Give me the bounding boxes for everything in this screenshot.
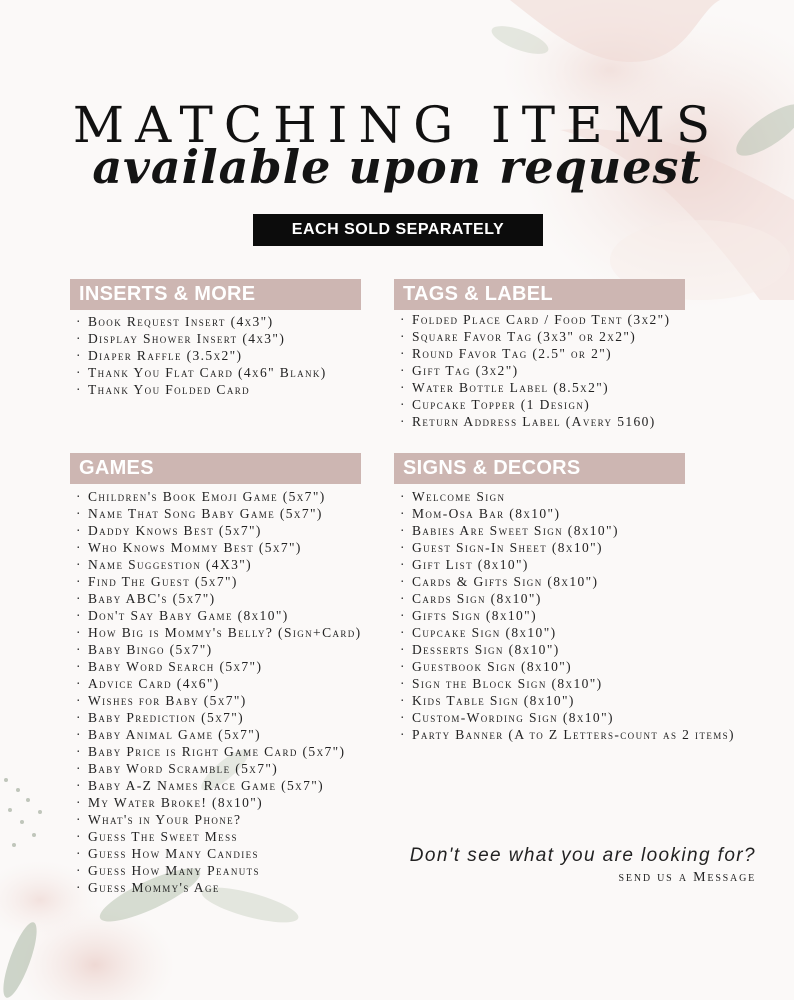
list-item: · Guest Sign-In Sheet (8x10") — [400, 539, 685, 556]
list-item: · Guess How Many Peanuts — [76, 862, 361, 879]
list-item: · Desserts Sign (8x10") — [400, 641, 685, 658]
list-item: · Baby Word Scramble (5x7") — [76, 760, 361, 777]
list-item: · Who Knows Mommy Best (5x7") — [76, 539, 361, 556]
section-heading: SIGNS & DECORS — [394, 453, 685, 484]
list-item: · Diaper Raffle (3.5x2") — [76, 347, 361, 364]
list-item: · Cards & Gifts Sign (8x10") — [400, 573, 685, 590]
list-item: · Display Shower Insert (4x3") — [76, 330, 361, 347]
section-tags — [394, 279, 685, 430]
page-title: MATCHING ITEMS — [72, 96, 722, 154]
list-item: · Thank You Flat Card (4x6" Blank) — [76, 364, 361, 381]
list-item: · Baby Bingo (5x7") — [76, 641, 361, 658]
list-item: · Book Request Insert (4x3") — [76, 313, 361, 330]
section-signs — [394, 453, 735, 743]
item-list — [394, 488, 735, 743]
section-inserts — [70, 279, 361, 398]
section-games — [70, 453, 361, 896]
list-item: · Water Bottle Label (8.5x2") — [400, 379, 685, 396]
script-subtitle: available upon request — [92, 140, 702, 194]
contact-callout — [410, 845, 756, 886]
list-item: · Babies Are Sweet Sign (8x10") — [400, 522, 685, 539]
list-item: · Baby Animal Game (5x7") — [76, 726, 361, 743]
list-item: · Wishes for Baby (5x7") — [76, 692, 361, 709]
section-heading: GAMES — [70, 453, 361, 484]
list-item: · Folded Place Card / Food Tent (3x2") — [400, 311, 685, 328]
list-item: · Name That Song Baby Game (5x7") — [76, 505, 361, 522]
list-item: · Cards Sign (8x10") — [400, 590, 685, 607]
item-list — [394, 311, 685, 430]
list-item: · Gift Tag (3x2") — [400, 362, 685, 379]
callout-question: Don't see what you are looking for? — [409, 845, 756, 866]
send-message-text: send us a Message — [618, 870, 756, 885]
list-item: · Advice Card (4x6") — [76, 675, 361, 692]
item-list — [70, 313, 361, 398]
list-item: · Cupcake Topper (1 Design) — [400, 396, 685, 413]
list-item: · Baby Word Search (5x7") — [76, 658, 361, 675]
section-heading: INSERTS & MORE — [70, 279, 361, 310]
list-item: · Baby A-Z Names Race Game (5x7") — [76, 777, 361, 794]
list-item: · Baby Price is Right Game Card (5x7") — [76, 743, 361, 760]
list-item: · Guess The Sweet Mess — [76, 828, 361, 845]
list-item: · Welcome Sign — [400, 488, 685, 505]
list-item: · Custom-Wording Sign (8x10") — [400, 709, 685, 726]
list-item: · Children's Book Emoji Game (5x7") — [76, 488, 361, 505]
list-item: · My Water Broke! (8x10") — [76, 794, 361, 811]
list-item: · Thank You Folded Card — [76, 381, 361, 398]
list-item: · Mom-Osa Bar (8x10") — [400, 505, 685, 522]
sold-separately-badge: EACH SOLD SEPARATELY — [253, 214, 543, 246]
list-item: · Gift List (8x10") — [400, 556, 685, 573]
list-item: · Daddy Knows Best (5x7") — [76, 522, 361, 539]
list-item: · Round Favor Tag (2.5" or 2") — [400, 345, 685, 362]
list-item: · Party Banner (A to Z Letters-count as 2 items) — [400, 726, 685, 743]
section-heading: TAGS & LABEL — [394, 279, 685, 310]
list-item: · Kids Table Sign (8x10") — [400, 692, 685, 709]
list-item: · Find The Guest (5x7") — [76, 573, 361, 590]
list-item: · Return Address Label (Avery 5160) — [400, 413, 685, 430]
list-item: · Guess Mommy's Age — [76, 879, 361, 896]
item-list — [70, 488, 361, 896]
list-item: · Gifts Sign (8x10") — [400, 607, 685, 624]
list-item: · What's in Your Phone? — [76, 811, 361, 828]
list-item: · Sign the Block Sign (8x10") — [400, 675, 685, 692]
list-item: · How Big is Mommy's Belly? (Sign+Card) — [76, 624, 361, 641]
list-item: · Guestbook Sign (8x10") — [400, 658, 685, 675]
list-item: · Square Favor Tag (3x3" or 2x2") — [400, 328, 685, 345]
list-item: · Name Suggestion (4X3") — [76, 556, 361, 573]
list-item: · Baby Prediction (5x7") — [76, 709, 361, 726]
list-item: · Guess How Many Candies — [76, 845, 361, 862]
list-item: · Baby ABC's (5x7") — [76, 590, 361, 607]
list-item: · Don't Say Baby Game (8x10") — [76, 607, 361, 624]
list-item: · Cupcake Sign (8x10") — [400, 624, 685, 641]
